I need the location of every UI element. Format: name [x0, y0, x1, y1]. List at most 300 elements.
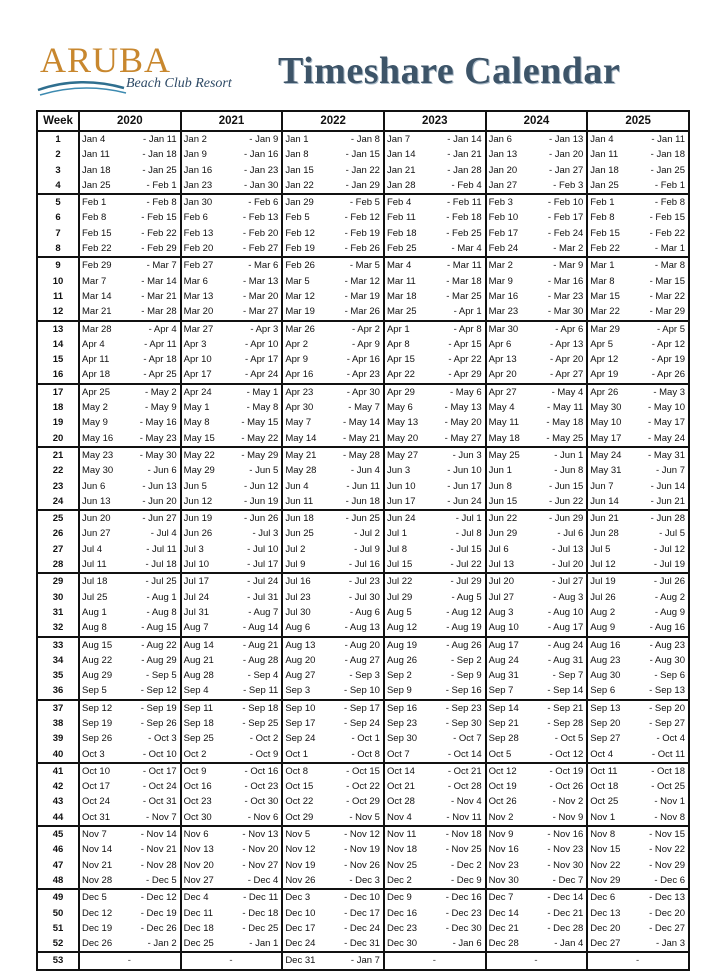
range-end: - Sep 17 — [344, 702, 380, 714]
range-start: Aug 26 — [386, 654, 418, 666]
week-range-cell — [181, 274, 283, 289]
range-start: Oct 25 — [590, 796, 619, 808]
week-range-cell — [384, 400, 486, 415]
range-start: Feb 18 — [386, 227, 417, 239]
week-range-cell — [587, 763, 689, 779]
range-start: May 31 — [590, 465, 622, 477]
range-start: Oct 22 — [285, 796, 314, 808]
range-end: - May 7 — [348, 402, 380, 414]
range-start: Sep 9 — [386, 685, 412, 697]
range-start: Sep 19 — [82, 717, 113, 729]
range-start: Sep 6 — [590, 685, 616, 697]
range-end: - Dec 10 — [344, 892, 380, 904]
week-range-cell — [587, 321, 689, 337]
range-end: - Nov 18 — [445, 829, 482, 841]
range-start: Mar 11 — [386, 275, 416, 287]
week-range-cell — [384, 763, 486, 779]
range-end: - Feb 8 — [654, 197, 685, 209]
range-end: - May 18 — [546, 417, 584, 429]
range-start: May 25 — [488, 449, 520, 461]
year-column-header: 2020 — [79, 111, 181, 131]
range-start: Jul 10 — [183, 559, 210, 571]
week-range-cell — [79, 337, 181, 352]
year-column-header: 2021 — [181, 111, 283, 131]
range-start: Jul 5 — [590, 543, 611, 555]
week-range-cell — [282, 494, 384, 510]
week-range-cell — [181, 241, 283, 257]
week-range-cell — [282, 526, 384, 541]
range-end: - Jan 27 — [548, 164, 584, 176]
range-end: - Feb 27 — [242, 243, 279, 255]
range-end: - Apr 9 — [351, 338, 380, 350]
calendar-body — [37, 131, 689, 970]
page-header — [0, 0, 720, 104]
week-range-cell — [282, 479, 384, 494]
range-end: - Feb 1 — [146, 179, 177, 191]
range-end: - Jan 11 — [651, 134, 685, 145]
week-number: 14 — [37, 337, 79, 352]
range-end: - Dec 12 — [140, 892, 177, 904]
table-row — [37, 163, 689, 178]
week-range-cell — [79, 479, 181, 494]
range-end: - Nov 26 — [344, 859, 380, 871]
week-number: 18 — [37, 400, 79, 415]
range-end: - Jul 27 — [552, 576, 584, 588]
week-range-cell — [384, 842, 486, 857]
week-range-cell — [486, 147, 588, 162]
range-end: - Aug 16 — [649, 622, 685, 634]
range-start: Mar 27 — [183, 323, 214, 335]
week-range-cell — [486, 321, 588, 337]
range-end: - Jun 13 — [142, 480, 177, 492]
week-range-cell — [282, 936, 384, 952]
table-row — [37, 494, 689, 510]
week-range-cell — [587, 620, 689, 636]
week-range-cell — [384, 810, 486, 826]
range-end: - May 20 — [444, 417, 482, 429]
table-row — [37, 842, 689, 857]
range-end: - Mar 7 — [146, 260, 177, 272]
range-end: - Feb 22 — [141, 227, 177, 239]
range-start: Feb 3 — [488, 197, 513, 209]
range-end: - Feb 6 — [248, 197, 279, 209]
range-start: Sep 26 — [82, 733, 113, 745]
week-range-cell — [79, 936, 181, 952]
range-start: Sep 25 — [183, 733, 214, 745]
week-number: 4 — [37, 178, 79, 194]
table-row — [37, 700, 689, 716]
range-end: - Jul 6 — [557, 528, 584, 540]
range-end: - Sep 20 — [649, 702, 685, 714]
week-range-cell — [79, 542, 181, 557]
week-range-cell — [384, 637, 486, 653]
range-end: - Aug 7 — [248, 606, 279, 618]
range-end: - Mar 27 — [242, 306, 279, 318]
range-end: - May 17 — [648, 417, 685, 429]
range-start: Feb 8 — [590, 212, 615, 224]
week-range-cell — [587, 794, 689, 809]
range-start: May 30 — [590, 402, 622, 414]
week-range-cell — [587, 873, 689, 889]
range-start: Jun 6 — [82, 480, 106, 492]
week-number: 9 — [37, 257, 79, 273]
range-end: - Jan 28 — [447, 164, 482, 176]
week-range-cell — [282, 274, 384, 289]
range-start: Apr 29 — [386, 386, 415, 398]
range-start: Jan 28 — [386, 179, 416, 191]
range-start: Jul 15 — [386, 559, 413, 571]
range-end: - Aug 30 — [649, 654, 685, 666]
range-start: Nov 11 — [386, 829, 417, 841]
range-start: Mar 16 — [488, 290, 519, 302]
week-range-cell — [384, 605, 486, 620]
range-end: - Sep 23 — [445, 702, 482, 714]
range-end: - Jun 3 — [452, 449, 482, 461]
week-number: 8 — [37, 241, 79, 257]
range-start: Aug 16 — [590, 639, 621, 651]
week-number: 32 — [37, 620, 79, 636]
week-range-cell — [384, 367, 486, 383]
week-range-cell — [181, 794, 283, 809]
range-start: Jun 11 — [285, 495, 314, 507]
week-range-cell — [79, 858, 181, 873]
range-end: - Mar 8 — [654, 260, 685, 272]
week-range-cell — [486, 620, 588, 636]
range-end: - Feb 13 — [242, 212, 279, 224]
range-end: - Dec 7 — [552, 874, 584, 886]
range-start: Jan 6 — [488, 134, 512, 145]
range-start: Nov 7 — [82, 829, 107, 841]
range-start: Feb 24 — [488, 243, 519, 255]
week-range-cell — [587, 241, 689, 257]
table-row — [37, 637, 689, 653]
week-range-cell — [384, 653, 486, 668]
range-end: - Apr 19 — [651, 354, 685, 366]
table-row — [37, 289, 689, 304]
range-start: Jul 4 — [82, 543, 103, 555]
range-start: Jun 27 — [82, 528, 111, 540]
range-end: - Aug 14 — [242, 622, 279, 634]
week-range-cell — [282, 794, 384, 809]
week-range-cell — [587, 163, 689, 178]
week-range-cell — [181, 952, 283, 969]
range-end: - May 14 — [343, 417, 380, 429]
week-range-cell — [282, 367, 384, 383]
week-range-cell — [79, 889, 181, 905]
range-start: Sep 14 — [488, 702, 519, 714]
range-start: Nov 25 — [386, 859, 418, 871]
week-range-cell — [486, 700, 588, 716]
range-start: Dec 9 — [386, 892, 412, 904]
week-range-cell — [282, 906, 384, 921]
week-range-cell — [384, 131, 486, 147]
range-end: - Mar 15 — [649, 275, 685, 287]
week-range-cell — [181, 763, 283, 779]
range-end: - Sep 27 — [649, 717, 685, 729]
range-start: Jan 18 — [590, 164, 619, 176]
week-number: 51 — [37, 921, 79, 936]
week-range-cell — [486, 716, 588, 731]
range-end: - Mar 29 — [649, 306, 685, 318]
week-number: 30 — [37, 590, 79, 605]
week-range-cell — [181, 653, 283, 668]
range-end: - Feb 22 — [649, 227, 685, 239]
range-end: - Mar 25 — [446, 290, 482, 302]
page-title: Timeshare Calendar — [278, 50, 621, 92]
range-end: - Dec 31 — [344, 938, 380, 950]
range-end: - Mar 14 — [141, 275, 177, 287]
table-row — [37, 826, 689, 842]
range-end: - Feb 26 — [344, 243, 380, 255]
range-start: Apr 2 — [285, 338, 309, 350]
week-range-cell — [181, 400, 283, 415]
range-start: Nov 13 — [183, 844, 214, 856]
week-range-cell — [79, 526, 181, 541]
week-range-cell — [79, 384, 181, 400]
range-start: Nov 27 — [183, 874, 214, 886]
range-start: Mar 1 — [590, 260, 615, 272]
range-start: Dec 21 — [488, 922, 519, 934]
range-end: - Jul 9 — [354, 543, 380, 555]
range-end: - Jul 13 — [552, 543, 584, 555]
range-start: Jul 6 — [488, 543, 509, 555]
table-row — [37, 510, 689, 526]
week-range-cell — [587, 542, 689, 557]
range-start: May 15 — [183, 432, 215, 444]
range-start: Dec 18 — [183, 922, 214, 934]
week-range-cell — [486, 637, 588, 653]
week-range-cell — [486, 337, 588, 352]
week-range-cell — [79, 131, 181, 147]
week-range-cell — [384, 479, 486, 494]
range-end: - Jan 1 — [249, 938, 279, 950]
week-range-cell — [486, 304, 588, 320]
week-number: 24 — [37, 494, 79, 510]
range-start: Apr 13 — [488, 354, 517, 366]
week-range-cell — [79, 716, 181, 731]
table-row — [37, 447, 689, 463]
week-range-cell — [282, 510, 384, 526]
week-range-cell — [79, 226, 181, 241]
range-start: Feb 20 — [183, 243, 214, 255]
range-end: - Dec 17 — [344, 907, 380, 919]
week-range-cell — [79, 842, 181, 857]
week-number: 48 — [37, 873, 79, 889]
range-end: - Sep 25 — [242, 717, 279, 729]
range-end: - Sep 19 — [140, 702, 177, 714]
range-start: Jan 25 — [82, 179, 111, 191]
range-start: Aug 1 — [82, 606, 107, 618]
range-start: Mar 18 — [386, 290, 417, 302]
range-start: Aug 19 — [386, 639, 418, 651]
range-end: - Dec 20 — [649, 907, 685, 919]
range-end: - Sep 24 — [344, 717, 380, 729]
range-start: Jan 30 — [183, 197, 213, 209]
range-start: May 7 — [285, 417, 312, 429]
range-end: - Oct 19 — [549, 765, 584, 777]
week-number: 12 — [37, 304, 79, 320]
range-end: - Mar 28 — [141, 306, 177, 318]
week-range-cell — [486, 731, 588, 746]
week-number: 3 — [37, 163, 79, 178]
table-row — [37, 889, 689, 905]
range-end: - Feb 10 — [547, 197, 584, 209]
range-end: - Oct 14 — [447, 748, 482, 760]
range-start: Jan 2 — [183, 134, 207, 145]
table-row — [37, 257, 689, 273]
week-range-cell — [282, 304, 384, 320]
range-end: - Mar 19 — [344, 290, 380, 302]
week-range-cell — [79, 731, 181, 746]
range-start: Feb 22 — [590, 243, 620, 255]
range-end: - Apr 2 — [351, 323, 380, 335]
range-end: - Feb 18 — [446, 212, 482, 224]
week-range-cell — [282, 194, 384, 210]
week-range-cell — [282, 163, 384, 178]
week-range-cell — [486, 779, 588, 794]
range-start: May 20 — [386, 432, 419, 444]
table-row — [37, 352, 689, 367]
table-row — [37, 731, 689, 746]
range-start: Jun 7 — [590, 480, 614, 492]
range-end: - Jan 13 — [548, 134, 584, 145]
week-range-cell — [181, 447, 283, 463]
range-end: - Apr 29 — [448, 369, 482, 381]
range-end: - Oct 16 — [244, 765, 279, 777]
week-range-cell — [282, 463, 384, 478]
range-start: May 21 — [285, 449, 317, 461]
range-start: May 18 — [488, 432, 520, 444]
week-range-cell — [282, 653, 384, 668]
week-range-cell — [486, 163, 588, 178]
range-start: Jul 31 — [183, 606, 210, 618]
range-end: - Apr 10 — [245, 338, 279, 350]
week-range-cell — [587, 147, 689, 162]
range-end: - Jan 21 — [447, 149, 482, 161]
range-start: Dec 24 — [285, 938, 316, 950]
range-end: - Jul 25 — [145, 576, 177, 588]
range-end: - Dec 26 — [140, 922, 177, 934]
week-range-cell — [282, 431, 384, 447]
range-start: Jul 25 — [82, 591, 108, 603]
range-end: - Mar 1 — [654, 243, 685, 255]
range-end: - Oct 9 — [249, 748, 279, 760]
range-end: - Feb 25 — [446, 227, 482, 239]
range-end: - Feb 8 — [146, 197, 177, 209]
week-number: 52 — [37, 936, 79, 952]
range-end: - Oct 11 — [651, 748, 685, 760]
range-end: - Nov 19 — [344, 844, 380, 856]
week-range-cell — [384, 289, 486, 304]
range-start: Apr 5 — [590, 338, 613, 350]
range-start: Apr 16 — [285, 369, 314, 381]
week-range-cell — [282, 210, 384, 225]
range-start: Jun 28 — [590, 528, 619, 540]
range-end: - Jun 15 — [548, 480, 584, 492]
range-start: Nov 5 — [285, 829, 311, 841]
year-column-header: 2022 — [282, 111, 384, 131]
range-start: Dec 17 — [285, 922, 316, 934]
range-start: Oct 23 — [183, 796, 212, 808]
week-range-cell — [486, 810, 588, 826]
range-start: Apr 18 — [82, 369, 110, 381]
week-range-cell — [384, 194, 486, 210]
week-number: 35 — [37, 668, 79, 683]
range-start: Oct 11 — [590, 765, 618, 777]
week-range-cell — [587, 590, 689, 605]
range-end: - Sep 18 — [242, 702, 279, 714]
range-end: - Oct 28 — [447, 781, 482, 793]
range-start: Feb 6 — [183, 212, 208, 224]
range-start: Dec 3 — [285, 892, 311, 904]
range-end: - May 10 — [648, 402, 685, 414]
range-start: Oct 2 — [183, 748, 207, 760]
range-end: - Jul 16 — [348, 559, 380, 571]
week-range-cell — [384, 620, 486, 636]
range-end: - Feb 29 — [141, 243, 177, 255]
range-end: - Jun 17 — [447, 480, 482, 492]
week-range-cell — [79, 653, 181, 668]
week-range-cell — [486, 367, 588, 383]
range-end: - Nov 9 — [552, 811, 584, 823]
range-end: - Aug 31 — [547, 654, 584, 666]
range-end: - Feb 11 — [446, 197, 482, 209]
week-range-cell — [486, 747, 588, 763]
week-range-cell — [79, 810, 181, 826]
table-row — [37, 147, 689, 162]
range-end: - Jan 18 — [142, 149, 177, 161]
range-start: Jan 20 — [488, 164, 518, 176]
range-start: Sep 28 — [488, 733, 519, 745]
range-end: - Dec 5 — [146, 874, 177, 886]
range-end: - Nov 7 — [146, 811, 177, 823]
week-range-cell — [486, 289, 588, 304]
range-start: Aug 8 — [82, 622, 107, 634]
range-end: - May 29 — [241, 449, 279, 461]
range-end: - Nov 21 — [140, 844, 177, 856]
range-end: - Nov 29 — [649, 859, 685, 871]
range-start: Aug 20 — [285, 654, 316, 666]
range-start: Mar 21 — [82, 306, 112, 318]
range-start: Dec 14 — [488, 907, 519, 919]
range-start: Mar 15 — [590, 290, 620, 302]
week-range-cell — [181, 906, 283, 921]
week-range-cell — [181, 131, 283, 147]
range-end: - Oct 30 — [244, 796, 279, 808]
range-end: - Jul 8 — [455, 528, 482, 540]
week-range-cell — [587, 921, 689, 936]
range-end: - Apr 11 — [144, 338, 177, 350]
range-end: - Feb 20 — [242, 227, 279, 239]
week-range-cell — [384, 241, 486, 257]
table-row — [37, 952, 689, 969]
week-number: 31 — [37, 605, 79, 620]
week-range-cell — [181, 463, 283, 478]
range-end: - May 24 — [648, 432, 685, 444]
range-start: Feb 15 — [590, 227, 620, 239]
week-range-cell — [384, 906, 486, 921]
range-start: Jan 18 — [82, 164, 111, 176]
range-start: Jun 13 — [82, 495, 111, 507]
table-row — [37, 542, 689, 557]
range-end: - Nov 25 — [445, 844, 482, 856]
week-range-cell — [79, 147, 181, 162]
range-start: Nov 2 — [488, 811, 514, 823]
week-number: 7 — [37, 226, 79, 241]
range-start: Mar 6 — [183, 275, 208, 287]
range-start: Mar 23 — [488, 306, 519, 318]
range-end: - Feb 15 — [141, 212, 177, 224]
